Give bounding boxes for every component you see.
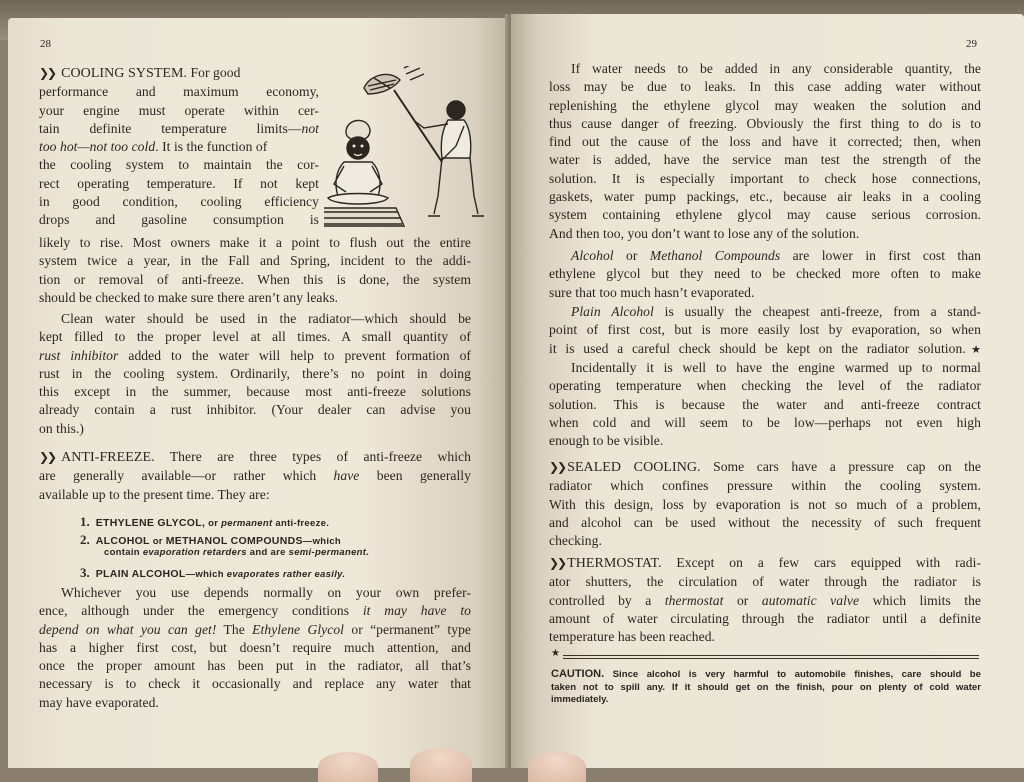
anti-freeze-types-list (80, 514, 450, 583)
text-line: already contain a rust inhibitor. (Your dealer can advise you (39, 402, 471, 418)
left-page (8, 18, 511, 768)
text-line: ence, although under the emergency conditions it may have to (39, 603, 471, 619)
text-line: has a higher first cost, but doesn’t require much attention, and (39, 639, 471, 655)
text-line: find out the cause of the loss and have it corrected; then, when (549, 134, 981, 150)
text-line: system twice a year, in the Fall and Spring, incident to the addi- (39, 253, 471, 269)
text-line: loss may be due to leaks. In this case adding water without (549, 79, 981, 95)
text-line: point of first cost, but is more easily lost by evaporation, so when (549, 322, 981, 338)
text-line: Alcohol or Methanol Compounds are lower in first cost than (571, 248, 982, 263)
cooling-system-paragraph-cont (39, 234, 471, 307)
text-line: your engine must operate within cer- (39, 102, 319, 118)
heading-anti-freeze: ANTI-FREEZE. (61, 450, 155, 465)
text-line: ❯❯ THERMOSTAT. Except on a few cars equipped with radi- (549, 555, 981, 571)
chevron-icon: ❯❯ (549, 460, 566, 474)
text-line: Incidentally it is well to have the engine warmed up to normal (571, 360, 981, 375)
text-line: With this design, loss by evaporation is not so much of a problem, (549, 496, 981, 512)
chevron-icon: ❯❯ (549, 556, 566, 570)
caution-label: CAUTION. (551, 668, 605, 680)
list-item: 2. ALCOHOL or METHANOL COMPOUNDS—which (80, 532, 341, 547)
text-line: controlled by a thermostat or automatic valve which limits the (549, 592, 982, 608)
text-line: solution. This is because the water and anti-freeze contract (549, 396, 981, 412)
anti-freeze-paragraph (39, 448, 471, 504)
finger (528, 752, 586, 782)
text-line: system containing ethylene glycol may cause serious corrosion. (549, 207, 981, 223)
plain-alcohol-paragraph (549, 303, 981, 359)
text-line: should be checked to make sure there aren’t any leaks. (39, 289, 339, 305)
water-paragraph (549, 60, 981, 243)
text-line: taken not to spill any. If it should get on the finish, pour on plenty of cold water (551, 681, 981, 693)
text-line: And then too, you don’t want to lose any of the solution. (549, 225, 860, 241)
text-line: in good condition, cooling efficiency (39, 194, 319, 210)
text-line: For good (190, 65, 241, 80)
text-line: CAUTION. Since alcohol is very harmful to automobile finishes, care should be (551, 668, 981, 680)
star-icon: ★ (551, 648, 560, 659)
sealed-cooling-paragraph (549, 458, 981, 550)
chevron-icon: ❯❯ (39, 66, 56, 80)
text-line: operating temperature when checking the level of the radiator (549, 378, 981, 394)
chevron-icon: ❯❯ (39, 450, 56, 464)
text-line: available up to the present time. They are: (39, 486, 270, 502)
text-line: performance and maximum economy, (39, 84, 319, 100)
text-line: checking. (549, 533, 602, 549)
illustration-fakir-and-fan-bearer (324, 66, 484, 234)
text-line: drops and gasoline consumption is (39, 212, 319, 228)
text-line: it is used a careful check should be kept on the radiator solution.★ (549, 340, 981, 356)
text-line: ator shutters, the circulation of water through the radiator is (549, 574, 981, 590)
text-line: this except in the summer, because most anti-freeze solutions (39, 384, 471, 400)
cooling-line (39, 64, 319, 83)
cooling-system-paragraph (39, 64, 319, 230)
text-line: too hot—not too cold. It is the function of (39, 139, 268, 155)
text-line: necessary is to check it occasionally and replace any water that (39, 676, 471, 692)
text-line: thus cause danger of freezing. Obviously the first thing to do is to (549, 115, 981, 131)
star-icon: ★ (965, 342, 981, 356)
text-line: are generally available—or rather which have been generally (39, 468, 471, 484)
text-line: likely to rise. Most owners make it a point to flush out the entire (39, 235, 471, 250)
alcohol-paragraph (549, 247, 981, 302)
text-line: tain definite temperature limits—not (39, 120, 319, 136)
list-item: 1. ETHYLENE GLYCOL, or permanent anti-freeze. (80, 514, 330, 529)
finger (410, 748, 472, 782)
text-line: once the proper amount has been put in the radiator, all that’s (39, 658, 471, 674)
text-line: amount of water circulating through the radiator until a definite (549, 610, 981, 626)
text-line: when cold and will seem to be low—perhaps not even high (549, 414, 981, 430)
text-line: Plain Alcohol is usually the cheapest anti-freeze, from a stand- (571, 304, 982, 319)
heading-sealed-cooling: SEALED COOLING. (567, 460, 701, 475)
text-line: depend on what you can get! The Ethylene Glycol or “permanent” type (39, 621, 472, 637)
thermostat-paragraph (549, 554, 981, 646)
text-line: ❯❯ ANTI-FREEZE. There are three types of anti-freeze which (39, 449, 471, 465)
text-line: radiator which confines pressure within the cooling system. (549, 478, 981, 494)
text-line: immediately. (551, 694, 609, 705)
text-line: rust inhibitor added to the water will help to prevent formation of (39, 347, 471, 363)
text-line: kept filled to the proper level at all times. A small quantity of (39, 329, 471, 345)
list-item: 3. PLAIN ALCOHOL—which evaporates rather easily. (80, 565, 346, 580)
text-line: may have evaporated. (39, 694, 159, 710)
finger (318, 752, 378, 782)
list-item-sub: contain evaporation retarders and are semi-permanent. (104, 547, 370, 558)
clean-water-paragraph (39, 310, 471, 438)
page-number: 29 (966, 38, 977, 50)
text-line: If water needs to be added in any considerable quantity, the (571, 61, 981, 76)
text-line: Whichever you use depends normally on your own prefer- (61, 585, 471, 600)
heading-thermostat: THERMOSTAT. (567, 556, 662, 571)
text-line: sure that too much hasn’t evaporated. (549, 284, 755, 300)
whichever-paragraph (39, 584, 471, 712)
text-line: Clean water should be used in the radiator—which should be (61, 311, 471, 326)
text-line: gaskets, water pump packings, etc., because air leaks in a cooling (549, 189, 981, 205)
right-page (511, 14, 1024, 768)
text-line: water is added, have the service man test the strength of the (549, 152, 981, 168)
text-line: rust in the cooling system. Ordinarily, there’s no point in doing (39, 365, 471, 381)
text-line: ❯❯ SEALED COOLING. Some cars have a pressure cap on the (549, 459, 981, 475)
text-line: ethylene glycol but they need to be checked more often to make (549, 266, 981, 282)
text-line: tion or removal of anti-freeze. When this is done, the system (39, 271, 471, 287)
text-line: replenishing the ethylene glycol may weaken the solution and (549, 97, 981, 113)
page-number: 28 (40, 38, 51, 50)
text-line: temperature has been reached. (549, 629, 715, 645)
divider-rule (563, 655, 979, 659)
text-line: rect operating temperature. If not kept (39, 175, 319, 191)
text-line: and alcohol can be used without the necessity of such frequent (549, 514, 981, 530)
incidentally-paragraph (549, 359, 981, 450)
text-line: solution. It is especially important to check hose connections, (549, 170, 981, 186)
text-line: enough to be visible. (549, 433, 664, 449)
text-line: on this.) (39, 420, 85, 436)
text-line: the cooling system to maintain the cor- (39, 157, 319, 173)
caution-note (551, 668, 981, 707)
heading-cooling-system: COOLING SYSTEM. (61, 66, 188, 81)
